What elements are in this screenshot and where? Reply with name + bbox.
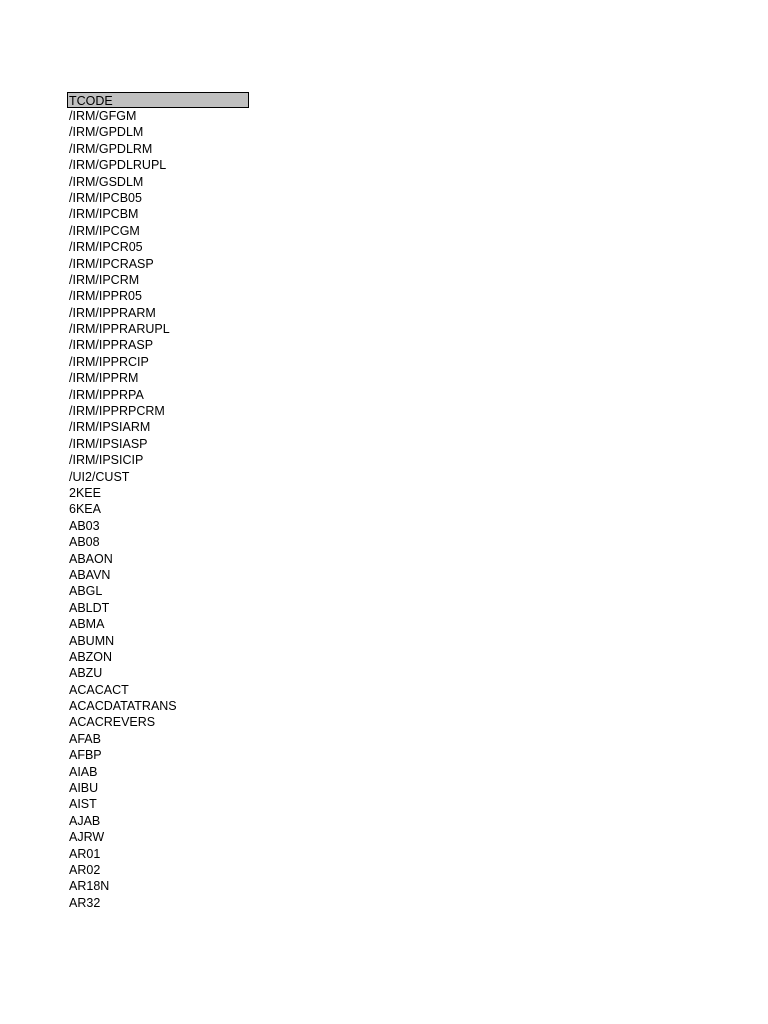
tcode-row: /IRM/GPDLRM [69, 141, 153, 156]
tcode-row: AJRW [69, 830, 105, 845]
tcode-row: /IRM/IPPRPA [69, 387, 144, 402]
tcode-row: /IRM/IPSICIP [69, 453, 144, 468]
tcode-row: ACACACT [69, 682, 129, 697]
tcode-row: /IRM/GSDLM [69, 174, 144, 189]
tcode-row: /IRM/IPPRARM [69, 305, 156, 320]
tcode-row: AIAB [69, 764, 98, 779]
tcode-row: AJAB [69, 813, 101, 828]
tcode-row: AR18N [69, 879, 110, 894]
tcode-list [67, 108, 249, 911]
tcode-row: /IRM/IPPRASP [69, 338, 154, 353]
tcode-row: AFAB [69, 731, 101, 746]
tcode-row: ABAON [69, 551, 113, 566]
tcode-row: ACACREVERS [69, 715, 156, 730]
tcode-row: /IRM/IPSIASP [69, 436, 148, 451]
tcode-column-header: TCODE [67, 92, 249, 108]
tcode-row: AIST [69, 797, 97, 812]
tcode-row: /IRM/IPCGM [69, 223, 140, 238]
tcode-row: /IRM/IPSIARM [69, 420, 151, 435]
tcode-row: /IRM/IPCR05 [69, 240, 143, 255]
tcode-row: AB03 [69, 518, 100, 533]
tcode-row: ACACDATATRANS [69, 699, 177, 714]
tcode-row: AR02 [69, 862, 101, 877]
tcode-row: /IRM/IPPRPCRM [69, 404, 165, 419]
tcode-row: /IRM/IPPRM [69, 371, 139, 386]
tcode-row: /UI2/CUST [69, 469, 130, 484]
tcode-row: ABAVN [69, 567, 111, 582]
tcode-row: /IRM/GFGM [69, 109, 137, 123]
tcode-row: /IRM/IPPRCIP [69, 354, 149, 369]
tcode-row: AFBP [69, 748, 102, 763]
tcode-row: ABUMN [69, 633, 115, 648]
tcode-row: 6KEA [69, 502, 101, 517]
tcode-row: /IRM/IPCRASP [69, 256, 154, 271]
tcode-row: /IRM/GPDLRUPL [69, 158, 167, 173]
tcode-row: ABGL [69, 584, 103, 599]
tcode-row: ABLDT [69, 600, 110, 615]
tcode-row: /IRM/IPPR05 [69, 289, 142, 304]
tcode-row: 2KEE [69, 485, 101, 500]
tcode-row: AIBU [69, 781, 99, 796]
tcode-row: /IRM/IPCRM [69, 272, 140, 287]
tcode-row: AR01 [69, 846, 101, 861]
tcode-row: /IRM/IPPRARUPL [69, 322, 170, 337]
tcode-row: ABZU [69, 666, 103, 681]
tcode-row: AB08 [69, 535, 100, 550]
tcode-row: ABZON [69, 649, 113, 664]
tcode-row: /IRM/IPCB05 [69, 190, 142, 205]
tcode-row: /IRM/GPDLM [69, 125, 144, 140]
tcode-row: AR32 [69, 895, 101, 910]
tcode-row: /IRM/IPCBM [69, 207, 139, 222]
tcode-row: ABMA [69, 617, 105, 632]
tcode-table [67, 92, 249, 911]
